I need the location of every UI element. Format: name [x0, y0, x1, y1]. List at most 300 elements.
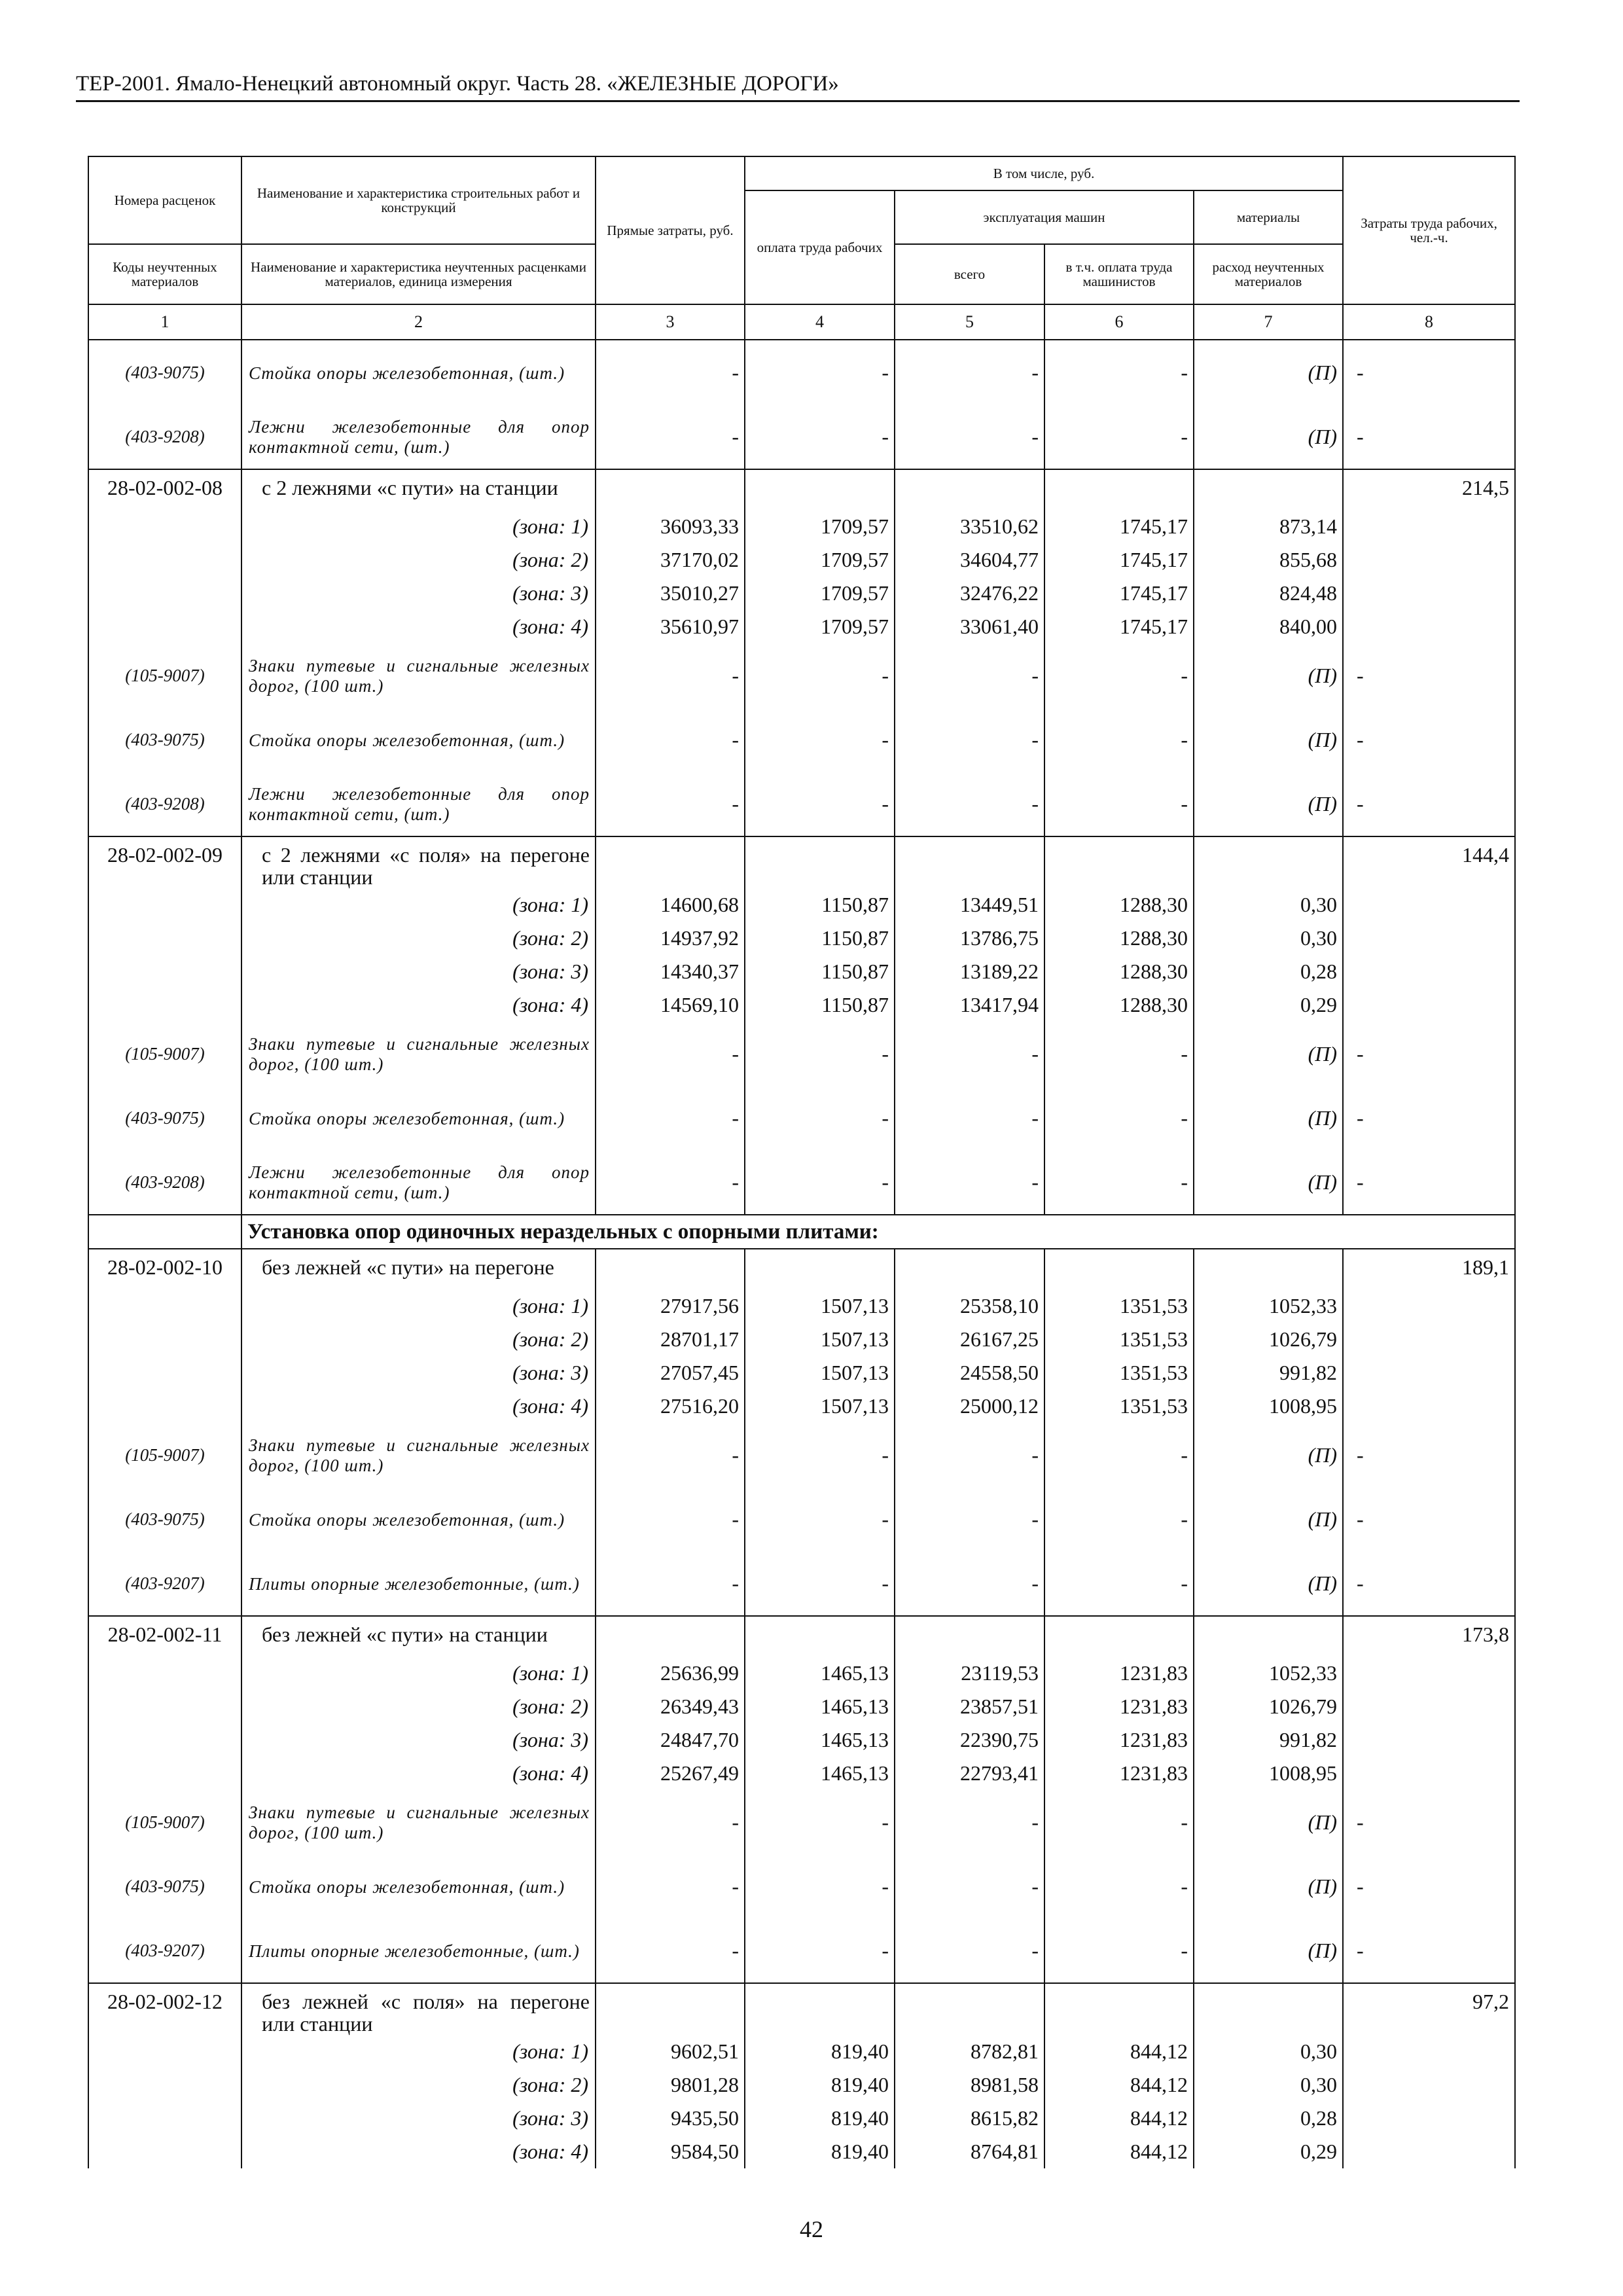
- material-name: Лежни железобетонные для опор контактной сети, (шт.): [241, 772, 596, 836]
- worker-pay-value: 819,40: [745, 2102, 895, 2135]
- empty-value-dash: -: [1044, 1086, 1194, 1150]
- empty-value-dash: -: [596, 1086, 745, 1150]
- unaccounted-material-mark: (П): [1194, 1423, 1343, 1487]
- empty-cell: [1343, 1323, 1515, 1356]
- empty-cell: [596, 1983, 745, 2035]
- materials-value: 1052,33: [1194, 1657, 1343, 1690]
- empty-cell: [1343, 888, 1515, 922]
- machinist-pay-value: 1231,83: [1044, 1723, 1194, 1757]
- section-heading-row: [88, 1215, 1515, 1249]
- empty-cell: [88, 922, 241, 955]
- table-body: [88, 340, 1515, 2168]
- material-code: (403-9208): [88, 1150, 241, 1215]
- machines-total-value: 13786,75: [895, 922, 1044, 955]
- materials-value: 991,82: [1194, 1723, 1343, 1757]
- machines-total-value: 25000,12: [895, 1390, 1044, 1423]
- header-direct-costs: Прямые затраты, руб.: [596, 156, 745, 304]
- labor-cost-value: 214,5: [1343, 469, 1515, 510]
- header-machinist-pay: в т.ч. оплата труда машинистов: [1044, 244, 1194, 304]
- empty-cell: [1343, 1356, 1515, 1390]
- empty-value-dash: -: [895, 1423, 1044, 1487]
- empty-cell: [1343, 2102, 1515, 2135]
- empty-cell: [1044, 836, 1194, 888]
- empty-value-dash: -: [596, 340, 745, 404]
- empty-cell: [1343, 2135, 1515, 2168]
- empty-cell: [88, 610, 241, 643]
- material-code: (105-9007): [88, 643, 241, 708]
- empty-value-dash: -: [1343, 404, 1515, 469]
- empty-value-dash: -: [895, 708, 1044, 772]
- material-name: Плиты опорные железобетонные, (шт.): [241, 1918, 596, 1983]
- empty-value-dash: -: [895, 1487, 1044, 1551]
- empty-cell: [88, 1657, 241, 1690]
- zone-row: [88, 2035, 1515, 2068]
- page-number: 42: [800, 2216, 823, 2242]
- materials-value: 824,48: [1194, 577, 1343, 610]
- material-code: (403-9075): [88, 1487, 241, 1551]
- machines-total-value: 23119,53: [895, 1657, 1044, 1690]
- direct-costs-value: 27917,56: [596, 1289, 745, 1323]
- zone-label: (зона: 4): [241, 2135, 596, 2168]
- materials-value: 840,00: [1194, 610, 1343, 643]
- materials-value: 1008,95: [1194, 1390, 1343, 1423]
- empty-cell: [88, 2135, 241, 2168]
- worker-pay-value: 819,40: [745, 2068, 895, 2102]
- worker-pay-value: 1150,87: [745, 922, 895, 955]
- machinist-pay-value: 1745,17: [1044, 610, 1194, 643]
- materials-value: 873,14: [1194, 510, 1343, 543]
- empty-cell: [596, 1249, 745, 1289]
- empty-cell: [1343, 1690, 1515, 1723]
- worker-pay-value: 1150,87: [745, 988, 895, 1022]
- zone-label: (зона: 2): [241, 2068, 596, 2102]
- column-number: 1: [88, 304, 241, 340]
- rate-title: без лежней «с пути» на станции: [241, 1616, 596, 1657]
- empty-cell: [895, 1249, 1044, 1289]
- zone-label: (зона: 4): [241, 1390, 596, 1423]
- rate-code: 28-02-002-08: [88, 469, 241, 510]
- machinist-pay-value: 1745,17: [1044, 577, 1194, 610]
- zone-label: (зона: 4): [241, 1757, 596, 1790]
- machines-total-value: 25358,10: [895, 1289, 1044, 1323]
- direct-costs-value: 25636,99: [596, 1657, 745, 1690]
- zone-label: (зона: 1): [241, 888, 596, 922]
- worker-pay-value: 1709,57: [745, 577, 895, 610]
- header-including: В том числе, руб.: [745, 156, 1343, 190]
- materials-value: 1026,79: [1194, 1323, 1343, 1356]
- material-code: (105-9007): [88, 1423, 241, 1487]
- material-row: [88, 772, 1515, 836]
- table-header: [88, 156, 1515, 340]
- empty-value-dash: -: [1044, 1790, 1194, 1854]
- empty-cell: [88, 510, 241, 543]
- empty-cell: [745, 1983, 895, 2035]
- worker-pay-value: 1465,13: [745, 1690, 895, 1723]
- empty-cell: [88, 1356, 241, 1390]
- empty-cell: [88, 2102, 241, 2135]
- empty-value-dash: -: [596, 643, 745, 708]
- material-code: (403-9207): [88, 1551, 241, 1616]
- empty-value-dash: -: [895, 1150, 1044, 1215]
- machinist-pay-value: 1351,53: [1044, 1356, 1194, 1390]
- unaccounted-material-mark: (П): [1194, 1854, 1343, 1918]
- zone-row: [88, 577, 1515, 610]
- zone-label: (зона: 3): [241, 577, 596, 610]
- zone-label: (зона: 1): [241, 2035, 596, 2068]
- zone-label: (зона: 2): [241, 1690, 596, 1723]
- machinist-pay-value: 1351,53: [1044, 1289, 1194, 1323]
- rate-item-row: [88, 1616, 1515, 1657]
- empty-cell: [88, 1289, 241, 1323]
- empty-value-dash: -: [1343, 340, 1515, 404]
- materials-value: 1026,79: [1194, 1690, 1343, 1723]
- empty-value-dash: -: [596, 1487, 745, 1551]
- rate-item-row: [88, 469, 1515, 510]
- worker-pay-value: 819,40: [745, 2035, 895, 2068]
- empty-value-dash: -: [596, 772, 745, 836]
- empty-value-dash: -: [745, 1790, 895, 1854]
- material-code: (403-9075): [88, 1086, 241, 1150]
- empty-value-dash: -: [1343, 1487, 1515, 1551]
- empty-cell: [1343, 1289, 1515, 1323]
- material-code: (403-9075): [88, 1854, 241, 1918]
- material-row: [88, 1487, 1515, 1551]
- empty-value-dash: -: [1044, 1918, 1194, 1983]
- material-row: [88, 1854, 1515, 1918]
- materials-value: 0,28: [1194, 2102, 1343, 2135]
- empty-cell: [1343, 2035, 1515, 2068]
- worker-pay-value: 819,40: [745, 2135, 895, 2168]
- machines-total-value: 8615,82: [895, 2102, 1044, 2135]
- empty-cell: [1343, 2068, 1515, 2102]
- empty-cell: [1044, 1616, 1194, 1657]
- column-number: 2: [241, 304, 596, 340]
- empty-value-dash: -: [1343, 1423, 1515, 1487]
- machinist-pay-value: 1231,83: [1044, 1690, 1194, 1723]
- empty-cell: [1343, 988, 1515, 1022]
- empty-value-dash: -: [1343, 772, 1515, 836]
- material-row: [88, 1790, 1515, 1854]
- empty-cell: [1343, 510, 1515, 543]
- material-name: Стойка опоры железобетонная, (шт.): [241, 708, 596, 772]
- material-code: (403-9075): [88, 708, 241, 772]
- column-number: 7: [1194, 304, 1343, 340]
- material-name: Стойка опоры железобетонная, (шт.): [241, 1487, 596, 1551]
- empty-value-dash: -: [895, 1918, 1044, 1983]
- zone-label: (зона: 1): [241, 1657, 596, 1690]
- worker-pay-value: 1507,13: [745, 1323, 895, 1356]
- empty-value-dash: -: [1044, 340, 1194, 404]
- zone-row: [88, 1356, 1515, 1390]
- material-name: Знаки путевые и сигнальные железных дорог, (100 шт.): [241, 1790, 596, 1854]
- zone-row: [88, 2068, 1515, 2102]
- material-row: [88, 1423, 1515, 1487]
- empty-value-dash: -: [1343, 1086, 1515, 1150]
- zone-label: (зона: 3): [241, 1356, 596, 1390]
- machines-total-value: 32476,22: [895, 577, 1044, 610]
- direct-costs-value: 35610,97: [596, 610, 745, 643]
- zone-row: [88, 988, 1515, 1022]
- zone-row: [88, 1323, 1515, 1356]
- material-name: Знаки путевые и сигнальные железных дорог, (100 шт.): [241, 1423, 596, 1487]
- direct-costs-value: 14937,92: [596, 922, 745, 955]
- machinist-pay-value: 844,12: [1044, 2102, 1194, 2135]
- worker-pay-value: 1507,13: [745, 1289, 895, 1323]
- zone-label: (зона: 4): [241, 988, 596, 1022]
- empty-value-dash: -: [1044, 643, 1194, 708]
- material-code: (105-9007): [88, 1790, 241, 1854]
- direct-costs-value: 27516,20: [596, 1390, 745, 1423]
- empty-cell: [88, 2035, 241, 2068]
- empty-cell: [745, 1249, 895, 1289]
- direct-costs-value: 14600,68: [596, 888, 745, 922]
- column-number: 6: [1044, 304, 1194, 340]
- column-number: 5: [895, 304, 1044, 340]
- empty-cell: [1044, 469, 1194, 510]
- empty-cell: [895, 469, 1044, 510]
- zone-label: (зона: 3): [241, 955, 596, 988]
- empty-value-dash: -: [745, 340, 895, 404]
- materials-value: 0,30: [1194, 2068, 1343, 2102]
- machinist-pay-value: 844,12: [1044, 2035, 1194, 2068]
- machines-total-value: 24558,50: [895, 1356, 1044, 1390]
- materials-value: 0,29: [1194, 988, 1343, 1022]
- empty-value-dash: -: [596, 1150, 745, 1215]
- header-machines: эксплуатация машин: [895, 190, 1194, 244]
- empty-cell: [88, 577, 241, 610]
- column-number: 8: [1343, 304, 1515, 340]
- empty-value-dash: -: [596, 1918, 745, 1983]
- materials-value: 0,29: [1194, 2135, 1343, 2168]
- empty-cell: [88, 1323, 241, 1356]
- empty-cell: [1044, 1983, 1194, 2035]
- empty-cell: [596, 1616, 745, 1657]
- direct-costs-value: 9435,50: [596, 2102, 745, 2135]
- labor-cost-value: 97,2: [1343, 1983, 1515, 2035]
- empty-cell: [88, 1723, 241, 1757]
- material-name: Стойка опоры железобетонная, (шт.): [241, 1854, 596, 1918]
- zone-row: [88, 2135, 1515, 2168]
- materials-value: 855,68: [1194, 543, 1343, 577]
- zone-label: (зона: 2): [241, 922, 596, 955]
- unaccounted-material-mark: (П): [1194, 1918, 1343, 1983]
- machinist-pay-value: 1288,30: [1044, 988, 1194, 1022]
- empty-cell: [1343, 543, 1515, 577]
- header-work-name: Наименование и характеристика строительных работ и конструкций: [241, 156, 596, 244]
- machines-total-value: 22390,75: [895, 1723, 1044, 1757]
- rate-title: без лежней «с пути» на перегоне: [241, 1249, 596, 1289]
- header-material-names: Наименование и характеристика неучтенных расценками материалов, единица измерения: [241, 244, 596, 304]
- empty-value-dash: -: [745, 643, 895, 708]
- empty-cell: [1194, 469, 1343, 510]
- empty-value-dash: -: [895, 1854, 1044, 1918]
- rate-code: 28-02-002-12: [88, 1983, 241, 2035]
- empty-cell: [745, 469, 895, 510]
- zone-label: (зона: 1): [241, 1289, 596, 1323]
- empty-value-dash: -: [596, 404, 745, 469]
- worker-pay-value: 1507,13: [745, 1390, 895, 1423]
- empty-value-dash: -: [1343, 643, 1515, 708]
- zone-row: [88, 1723, 1515, 1757]
- column-number: 3: [596, 304, 745, 340]
- rate-item-row: [88, 1983, 1515, 2035]
- machinist-pay-value: 1351,53: [1044, 1390, 1194, 1423]
- header-labor-costs: Затраты труда рабочих, чел.-ч.: [1343, 156, 1515, 304]
- header-material-consumption: расход неучтенных материалов: [1194, 244, 1343, 304]
- empty-value-dash: -: [745, 1551, 895, 1616]
- empty-value-dash: -: [745, 1086, 895, 1150]
- direct-costs-value: 14340,37: [596, 955, 745, 988]
- header-rate-numbers: Номера расценок: [88, 156, 241, 244]
- worker-pay-value: 1465,13: [745, 1757, 895, 1790]
- empty-cell: [88, 543, 241, 577]
- machines-total-value: 22793,41: [895, 1757, 1044, 1790]
- empty-value-dash: -: [596, 1790, 745, 1854]
- empty-value-dash: -: [1044, 1487, 1194, 1551]
- unaccounted-material-mark: (П): [1194, 340, 1343, 404]
- empty-cell: [1343, 1657, 1515, 1690]
- machinist-pay-value: 1231,83: [1044, 1757, 1194, 1790]
- materials-value: 991,82: [1194, 1356, 1343, 1390]
- zone-label: (зона: 1): [241, 510, 596, 543]
- empty-cell: [895, 1616, 1044, 1657]
- direct-costs-value: 35010,27: [596, 577, 745, 610]
- zone-row: [88, 888, 1515, 922]
- empty-cell: [88, 1215, 241, 1249]
- zone-label: (зона: 2): [241, 543, 596, 577]
- empty-cell: [1343, 577, 1515, 610]
- materials-value: 1052,33: [1194, 1289, 1343, 1323]
- empty-value-dash: -: [1343, 1854, 1515, 1918]
- machinist-pay-value: 1351,53: [1044, 1323, 1194, 1356]
- section-heading: Установка опор одиночных нераздельных с опорными плитами:: [241, 1215, 1515, 1249]
- rate-code: 28-02-002-10: [88, 1249, 241, 1289]
- price-table-wrapper: [88, 156, 1514, 2168]
- empty-cell: [88, 955, 241, 988]
- unaccounted-material-mark: (П): [1194, 1487, 1343, 1551]
- unaccounted-material-mark: (П): [1194, 1790, 1343, 1854]
- machines-total-value: 33061,40: [895, 610, 1044, 643]
- machinist-pay-value: 1745,17: [1044, 510, 1194, 543]
- empty-cell: [1194, 1249, 1343, 1289]
- empty-value-dash: -: [1044, 772, 1194, 836]
- empty-cell: [88, 1757, 241, 1790]
- header-column-numbers: [88, 304, 1515, 340]
- materials-value: 0,28: [1194, 955, 1343, 988]
- zone-row: [88, 1690, 1515, 1723]
- empty-value-dash: -: [745, 1487, 895, 1551]
- materials-value: 1008,95: [1194, 1757, 1343, 1790]
- machines-total-value: 34604,77: [895, 543, 1044, 577]
- unaccounted-material-mark: (П): [1194, 1150, 1343, 1215]
- material-name: Плиты опорные железобетонные, (шт.): [241, 1551, 596, 1616]
- column-number: 4: [745, 304, 895, 340]
- direct-costs-value: 24847,70: [596, 1723, 745, 1757]
- worker-pay-value: 1709,57: [745, 543, 895, 577]
- empty-value-dash: -: [745, 1022, 895, 1086]
- header-machines-total: всего: [895, 244, 1044, 304]
- material-row: [88, 1918, 1515, 1983]
- empty-value-dash: -: [895, 340, 1044, 404]
- empty-cell: [88, 1390, 241, 1423]
- machines-total-value: 23857,51: [895, 1690, 1044, 1723]
- material-row: [88, 1551, 1515, 1616]
- price-table: [88, 156, 1516, 2168]
- empty-value-dash: -: [1343, 1790, 1515, 1854]
- header-worker-pay: оплата труда рабочих: [745, 190, 895, 304]
- empty-cell: [1343, 1390, 1515, 1423]
- empty-value-dash: -: [895, 404, 1044, 469]
- zone-row: [88, 543, 1515, 577]
- empty-cell: [596, 836, 745, 888]
- zone-label: (зона: 3): [241, 2102, 596, 2135]
- empty-value-dash: -: [1044, 1150, 1194, 1215]
- empty-value-dash: -: [1044, 1423, 1194, 1487]
- empty-value-dash: -: [745, 708, 895, 772]
- unaccounted-material-mark: (П): [1194, 643, 1343, 708]
- zone-row: [88, 610, 1515, 643]
- empty-value-dash: -: [895, 1551, 1044, 1616]
- rate-item-row: [88, 1249, 1515, 1289]
- material-row: [88, 1086, 1515, 1150]
- unaccounted-material-mark: (П): [1194, 404, 1343, 469]
- empty-value-dash: -: [895, 643, 1044, 708]
- empty-cell: [88, 2068, 241, 2102]
- unaccounted-material-mark: (П): [1194, 1086, 1343, 1150]
- material-row: [88, 1150, 1515, 1215]
- machines-total-value: 13417,94: [895, 988, 1044, 1022]
- material-row: [88, 1022, 1515, 1086]
- materials-value: 0,30: [1194, 2035, 1343, 2068]
- worker-pay-value: 1709,57: [745, 610, 895, 643]
- empty-value-dash: -: [745, 404, 895, 469]
- direct-costs-value: 9801,28: [596, 2068, 745, 2102]
- empty-value-dash: -: [596, 1423, 745, 1487]
- empty-value-dash: -: [1044, 404, 1194, 469]
- machinist-pay-value: 844,12: [1044, 2135, 1194, 2168]
- direct-costs-value: 26349,43: [596, 1690, 745, 1723]
- zone-label: (зона: 4): [241, 610, 596, 643]
- rate-code: 28-02-002-11: [88, 1616, 241, 1657]
- machines-total-value: 8764,81: [895, 2135, 1044, 2168]
- empty-value-dash: -: [895, 1790, 1044, 1854]
- worker-pay-value: 1507,13: [745, 1356, 895, 1390]
- direct-costs-value: 37170,02: [596, 543, 745, 577]
- unaccounted-material-mark: (П): [1194, 1022, 1343, 1086]
- labor-cost-value: 173,8: [1343, 1616, 1515, 1657]
- material-row: [88, 708, 1515, 772]
- worker-pay-value: 1709,57: [745, 510, 895, 543]
- zone-row: [88, 1757, 1515, 1790]
- worker-pay-value: 1150,87: [745, 888, 895, 922]
- empty-cell: [1343, 610, 1515, 643]
- direct-costs-value: 9584,50: [596, 2135, 745, 2168]
- direct-costs-value: 9602,51: [596, 2035, 745, 2068]
- material-code: (403-9208): [88, 772, 241, 836]
- empty-cell: [1194, 836, 1343, 888]
- empty-cell: [1194, 1616, 1343, 1657]
- empty-cell: [1343, 922, 1515, 955]
- machines-total-value: 33510,62: [895, 510, 1044, 543]
- empty-value-dash: -: [1343, 1918, 1515, 1983]
- zone-row: [88, 1657, 1515, 1690]
- material-code: (403-9207): [88, 1918, 241, 1983]
- direct-costs-value: 27057,45: [596, 1356, 745, 1390]
- material-name: Лежни железобетонные для опор контактной сети, (шт.): [241, 1150, 596, 1215]
- machinist-pay-value: 1288,30: [1044, 922, 1194, 955]
- empty-cell: [596, 469, 745, 510]
- machines-total-value: 13189,22: [895, 955, 1044, 988]
